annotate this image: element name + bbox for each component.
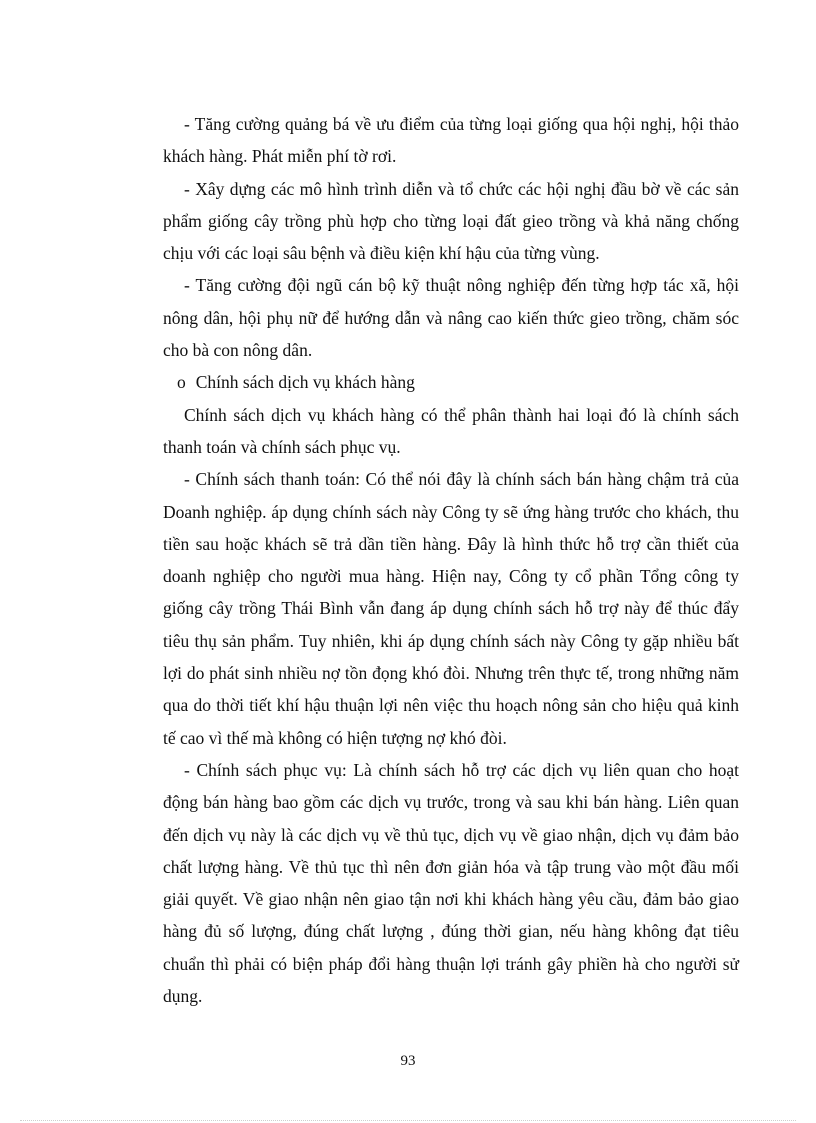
paragraph-service-intro: Chính sách dịch vụ khách hàng có thể phân thành hai loại đó là chính sách thanh toán và chính sách phục vụ. [163,404,739,457]
page-number: 93 [400,1053,416,1069]
section-heading-text: Chính sách dịch vụ khách hàng [195,372,415,393]
paragraph-demo-models: - Xây dựng các mô hình trình diễn và tổ chức các hội nghị đầu bờ về các sản phẩm giống cây trồng phù hợp cho từng loại đất gieo trồng và khả năng chống chịu với các loại sâu bệnh và điều kiện khí hậu của từng vùng. [163,178,739,264]
circle-bullet-icon: o [177,372,186,393]
paragraph-technical-staff: - Tăng cường đội ngũ cán bộ kỹ thuật nông nghiệp đến từng hợp tác xã, hội nông dân, hội phụ nữ để hướng dẫn và nâng cao kiến thức gieo trồng, chăm sóc cho bà con nông dân. [163,275,739,361]
document-body [163,108,739,1012]
section-heading [163,366,739,398]
paragraph-promotion: - Tăng cường quảng bá về ưu điểm của từng loại giống qua hội nghị, hội thảo khách hàng. Phát miễn phí tờ rơi. [163,114,739,167]
paragraph-payment-policy: - Chính sách thanh toán: Có thể nói đây là chính sách bán hàng chậm trả của Doanh nghiệp. áp dụng chính sách này Công ty sẽ ứng hàng trước cho khách, thu tiền sau hoặc khách sẽ trả dần tiền hàng. Đây là hình thức hỗ trợ cần thiết của doanh nghiệp cho người mua hàng. Hiện nay, Công ty cổ phần Tổng công ty giống cây trồng Thái Bình vẫn đang áp dụng chính sách hỗ trợ này để thúc đẩy tiêu thụ sản phẩm. Tuy nhiên, khi áp dụng chính sách này Công ty gặp nhiều bất lợi do phát sinh nhiều nợ tồn đọng khó đòi. Nhưng trên thực tế, trong những năm qua do thời tiết khí hậu thuận lợi nên việc thu hoạch nông sản cho hiệu quả kinh tế cao vì thế mà không có hiện tượng nợ khó đòi. [163,469,739,748]
paragraph-service-policy: - Chính sách phục vụ: Là chính sách hỗ trợ các dịch vụ liên quan cho hoạt động bán hàng bao gồm các dịch vụ trước, trong và sau khi bán hàng. Liên quan đến dịch vụ này là các dịch vụ về thủ tục, dịch vụ về giao nhận, dịch vụ đảm bảo chất lượng hàng. Về thủ tục thì nên đơn giản hóa và tập trung vào một đầu mối giải quyết. Về giao nhận nên giao tận nơi khi khách hàng yêu cầu, đảm bảo giao hàng đủ số lượng, đúng chất lượng , đúng thời gian, nếu hàng không đạt tiêu chuẩn thì phải có biện pháp đổi hàng thuận lợi tránh gây phiền hà cho người sử dụng. [163,759,739,1007]
page-bottom-divider [20,1120,796,1121]
